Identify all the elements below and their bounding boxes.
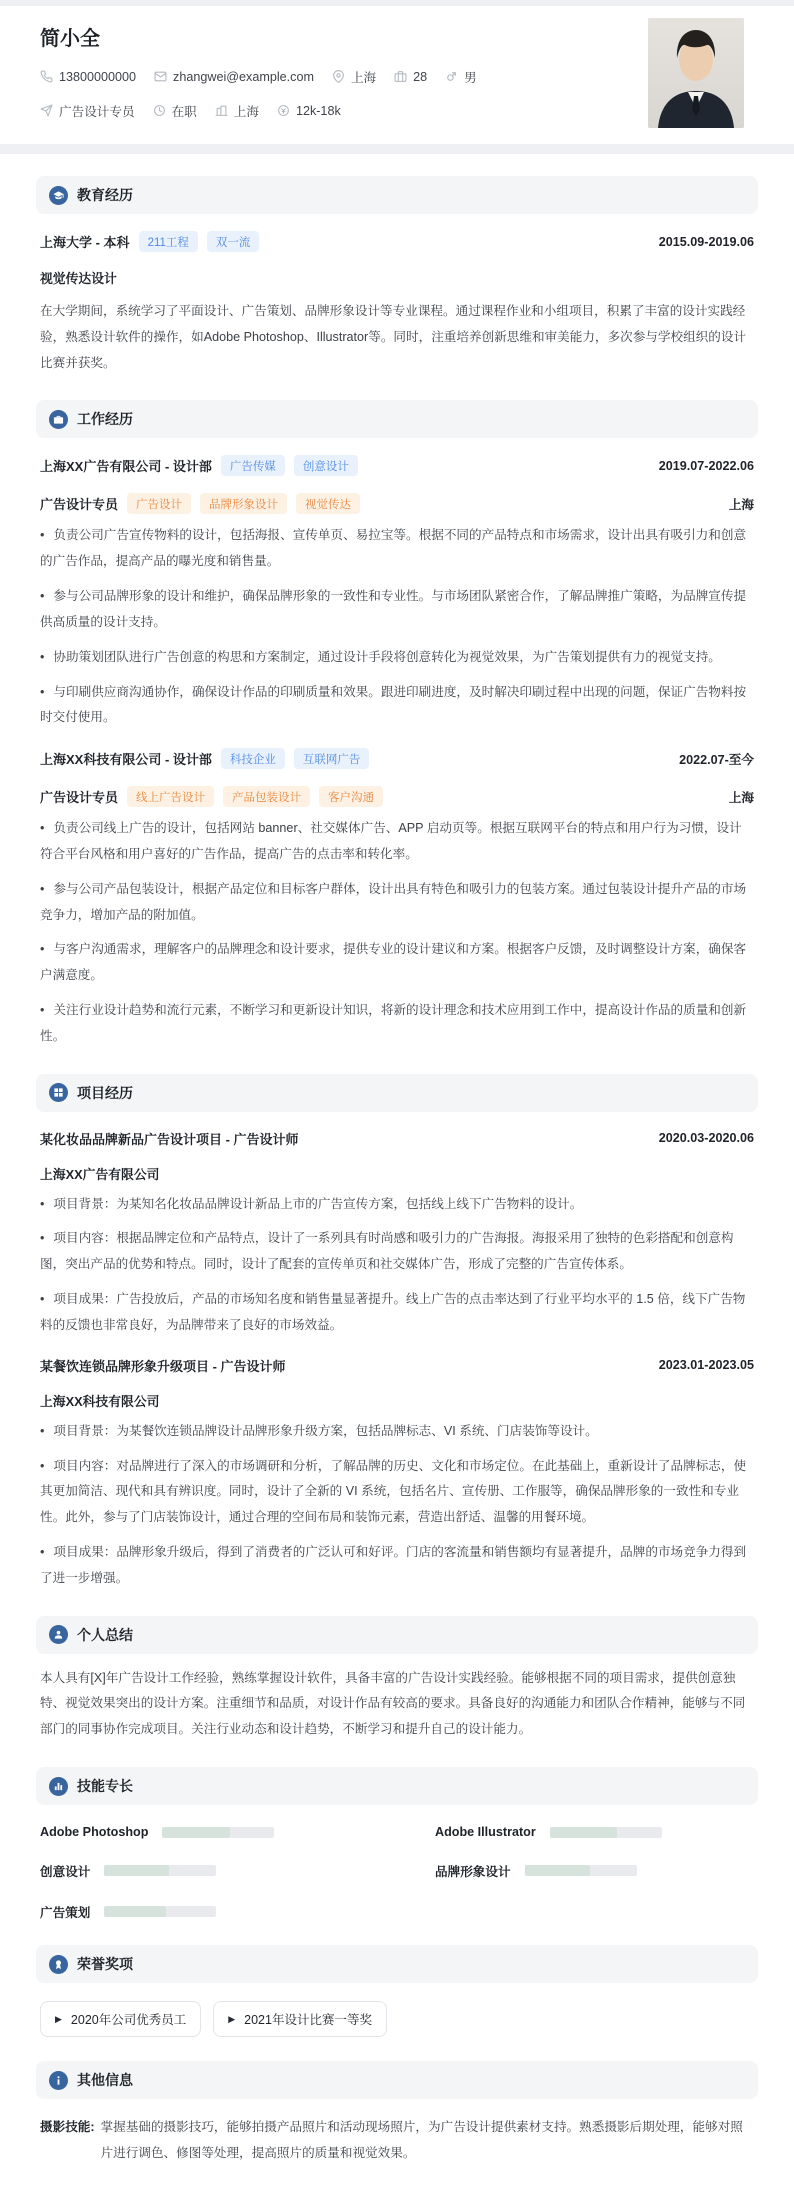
profile-photo [648,18,744,128]
project-company: 上海XX广告有限公司 [40,1166,160,1182]
city-item [215,101,259,120]
age-icon [394,70,407,83]
award-icon [49,1955,68,1974]
position-tag: 视觉传达 [296,493,360,514]
skill-bar [104,1906,216,1917]
project-bullet [40,1419,754,1445]
work-bullet [40,523,754,575]
section-header-other [36,2061,758,2099]
age-value: 28 [413,69,428,84]
honor-item[interactable] [40,2001,201,2037]
position-value: 广告设计专员 [59,105,135,119]
work-bullet [40,645,754,671]
location-icon [332,70,345,83]
company-name: 上海XX广告有限公司 - 设计部 [40,459,212,475]
section-header-skills [36,1767,758,1805]
honors-row [40,2001,754,2037]
work-bullet [40,877,754,929]
profile-photo-placeholder [648,18,744,128]
school-name: 上海大学 - 本科 [40,235,130,250]
work-date: 2022.07-至今 [679,753,754,768]
position-icon [40,104,53,117]
project-entry [36,1129,758,1339]
company-row [40,455,754,476]
position-title: 广告设计专员 [40,790,119,806]
work-bullet-text: 与客户沟通需求，理解客户的品牌理念和设计要求，提供专业的设计建议和方案。根据客户反馈，及时调整设计方案，确保客户满意度。 [40,942,747,983]
work-bullet [40,816,754,868]
project-bullet-text: 项目背景：为某餐饮连锁品牌设计品牌形象升级方案，包括品牌标志、VI 系统、门店装饰等设计。 [53,1423,598,1438]
salary-item [277,104,341,118]
skill-name: 广告策划 [40,1906,91,1920]
skill-bar [162,1827,274,1838]
skill-item [435,1825,754,1839]
phone-icon [40,70,53,83]
project-date: 2020.03-2020.06 [658,1131,754,1146]
work-bullet-text: 负责公司线上广告的设计，包括网站 banner、社交媒体广告、APP 启动页等。根据互联网平台的特点和用户行为习惯，设计符合平台风格和用户喜好的广告作品，提高广告的点击率和转化率。 [40,821,742,861]
position-tag: 广告设计 [127,493,191,514]
school-tag: 211工程 [139,231,198,252]
section-header-summary [36,1616,758,1654]
briefcase-icon [49,410,68,429]
position-tag: 客户沟通 [319,786,383,807]
project-date: 2023.01-2023.05 [658,1358,754,1373]
salary-value: 12k-18k [295,103,341,118]
skill-bar-fill [104,1865,169,1876]
email-value: zhangwei@example.com [173,69,314,84]
status-item [153,101,197,120]
project-bullet [40,1540,754,1592]
education-date: 2015.09-2019.06 [658,234,754,249]
skill-item [40,1825,359,1839]
position-title: 广告设计专员 [40,497,119,513]
major-name: 视觉传达设计 [40,271,117,286]
company-name: 上海XX科技有限公司 - 设计部 [40,752,212,768]
skills-grid [40,1825,754,1921]
project-bullet-text: 项目内容：对品牌进行了深入的市场调研和分析，了解品牌的历史、文化和市场定位。在此基础上，重新设计了品牌标志，使其更加简洁、现代和具有辨识度。同时，设计了全新的 VI 系统，包括名片、宣传册、工作服等，确保品牌形象的一致性和专业性。此外，参与了门店装饰设计，通过合理的空间布局和装饰元素，营造出舒适、温馨的用餐环境。 [40,1458,747,1525]
skill-bar-fill [550,1827,617,1838]
gender-value: 男 [464,71,477,85]
project-bullet [40,1287,754,1339]
work-bullet-text: 负责公司广告宣传物料的设计，包括海报、宣传单页、易拉宝等。根据不同的产品特点和市场需求，设计出具有吸引力和创意的广告作品，提高产品的曝光度和销售量。 [40,528,747,569]
project-bullet-text: 项目背景：为某知名化妆品品牌设计新品上市的广告宣传方案，包括线上线下广告物料的设计。 [53,1196,583,1211]
skill-bar-fill [162,1827,229,1838]
phone-value: 13800000000 [59,69,137,84]
other-info-label: 摄影技能: [40,2120,95,2134]
status-value: 在职 [171,105,197,119]
gender-icon [445,70,458,83]
section-header-education [36,176,758,214]
skill-bar [104,1865,216,1876]
work-bullet-text: 与印刷供应商沟通协作，确保设计作品的印刷质量和效果。跟进印刷进度，及时解决印刷过程中出现的问题，保证广告物料按时交付使用。 [40,684,747,725]
location-item [332,67,376,86]
work-bullet-text: 参与公司品牌形象的设计和维护，确保品牌形象的一致性和专业性。与市场团队紧密合作，了解品牌推广策略，为品牌宣传提供高质量的设计支持。 [40,589,747,629]
section-title-education: 教育经历 [77,187,133,203]
company-tag: 广告传媒 [221,455,285,476]
other-info-row [40,2115,754,2167]
project-title-row [40,1129,754,1148]
graduation-cap-icon [49,186,68,205]
position-item [40,101,135,120]
position-row [40,786,754,807]
honor-item[interactable] [213,2001,387,2037]
skill-name: Adobe Photoshop [40,1825,149,1839]
skill-bar-fill [104,1906,166,1917]
work-bullet [40,584,754,636]
candidate-name: 简小全 [40,28,100,50]
work-bullet-text: 参与公司产品包装设计，根据产品定位和目标客户群体，设计出具有特色和吸引力的包装方案。通过包装设计提升产品的市场竞争力，增加产品的附加值。 [40,881,747,922]
position-tag: 品牌形象设计 [200,493,287,514]
work-entry [36,748,758,1050]
section-header-projects [36,1074,758,1112]
email-item [154,70,314,84]
work-entry [36,455,758,731]
project-entry [36,1356,758,1592]
grid-icon [49,1083,68,1102]
work-location: 上海 [728,791,754,806]
work-bullet [40,680,754,732]
project-company: 上海XX科技有限公司 [40,1393,160,1409]
position-tag: 线上广告设计 [127,786,214,807]
work-bullet-text: 协助策划团队进行广告创意的构思和方案制定，通过设计手段将创意转化为视觉效果，为广告策划提供有力的视觉支持。 [53,649,721,664]
section-title-work: 工作经历 [77,411,133,428]
skill-bar [550,1827,662,1838]
section-title-projects: 项目经历 [77,1084,133,1101]
resume-header [0,6,794,144]
city-value: 上海 [233,105,259,119]
education-entry-head [40,231,754,252]
skill-item [40,1902,359,1921]
education-description: 在大学期间，系统学习了平面设计、广告策划、品牌形象设计等专业课程。通过课程作业和小组项目，积累了丰富的设计实践经验，熟悉设计软件的操作，如Adobe Photoshop、Illustrator等。同时，注重培养创新思维和审美能力，多次参与学校组织的设计比赛并获奖。 [40,304,747,370]
position-row [40,493,754,514]
section-title-summary: 个人总结 [77,1626,133,1643]
phone-item [40,70,136,84]
work-bullet [40,937,754,989]
work-location: 上海 [728,498,754,513]
skill-item [40,1861,359,1880]
salary-icon [277,104,290,117]
play-icon: ▶ [228,2013,236,2024]
section-title-skills: 技能专长 [77,1778,133,1794]
section-title-honors: 荣誉奖项 [77,1956,133,1972]
project-bullet [40,1454,754,1531]
city-icon [215,104,228,117]
section-header-work [36,400,758,438]
work-bullet-text: 关注行业设计趋势和流行元素，不断学习和更新设计知识，将新的设计理念和技术应用到工作中，提高设计作品的质量和创新性。 [40,1003,747,1043]
status-icon [153,104,166,117]
section-header-honors [36,1945,758,1983]
page-gap [0,144,794,154]
skill-name: Adobe Illustrator [435,1825,536,1839]
gender-item [445,67,477,86]
contact-row-1 [40,67,754,86]
company-row [40,748,754,769]
project-name: 某餐饮连锁品牌形象升级项目 - 广告设计师 [40,1358,286,1374]
other-info-text: 掌握基础的摄影技巧，能够拍摄产品照片和活动现场照片，为广告设计提供素材支持。熟悉摄影后期处理，能够对照片进行调色、修图等处理，提高照片的质量和视觉效果。 [100,2120,743,2160]
company-tag: 互联网广告 [294,748,370,769]
section-title-other: 其他信息 [77,2072,133,2088]
project-bullet-text: 项目成果：广告投放后，产品的市场知名度和销售量显著提升。线上广告的点击率达到了行业平均水平的 1.5 倍，线下广告物料的反馈也非常良好，为品牌带来了良好的市场效益。 [40,1292,746,1332]
play-icon: ▶ [55,2013,62,2024]
honor-label: 2021年设计比赛一等奖 [244,2013,372,2027]
project-bullet-text: 项目内容：根据品牌定位和产品特点，设计了一系列具有时尚感和吸引力的广告海报。海报采用了独特的色彩搭配和创意构图，突出产品的优势和特点。同时，设计了配套的宣传单页和社交媒体广告，形成了完整的广告宣传体系。 [40,1231,734,1272]
project-title-row [40,1356,754,1375]
project-bullet [40,1192,754,1218]
position-tag: 产品包装设计 [223,786,310,807]
work-date: 2019.07-2022.06 [658,458,754,473]
skill-item [435,1861,754,1880]
work-bullet [40,998,754,1050]
resume-body [0,154,794,2201]
location-value: 上海 [350,71,377,85]
skill-bar [525,1865,637,1876]
summary-text: 本人具有[X]年广告设计工作经验，熟练掌握设计软件，具备丰富的广告设计实践经验。能够根据不同的项目需求，提供创意独特、视觉效果突出的设计方案。注重细节和品质，对设计作品有较高的要求。具备良好的沟通能力和团队合作精神，能够与不同部门的同事协作完成项目。关注行业动态和设计趋势，不断学习和提升自己的设计能力。 [40,1670,746,1737]
company-tag: 创意设计 [294,455,358,476]
school-tag: 双一流 [207,231,260,252]
project-bullet [40,1226,754,1278]
bar-chart-icon [49,1777,68,1796]
info-icon [49,2071,68,2090]
contact-row-2 [40,101,754,120]
company-tag: 科技企业 [221,748,285,769]
skill-name: 品牌形象设计 [435,1865,511,1879]
project-bullet-text: 项目成果：品牌形象升级后，得到了消费者的广泛认可和好评。门店的客流量和销售额均有显著提升，品牌的市场竞争力得到了进一步增强。 [40,1544,747,1585]
skill-bar-fill [525,1865,590,1876]
honor-label: 2020年公司优秀员工 [70,2013,187,2027]
project-name: 某化妆品品牌新品广告设计项目 - 广告设计师 [40,1131,299,1147]
user-icon [49,1625,68,1644]
email-icon [154,70,167,83]
skill-name: 创意设计 [40,1865,91,1879]
age-item [394,70,427,84]
